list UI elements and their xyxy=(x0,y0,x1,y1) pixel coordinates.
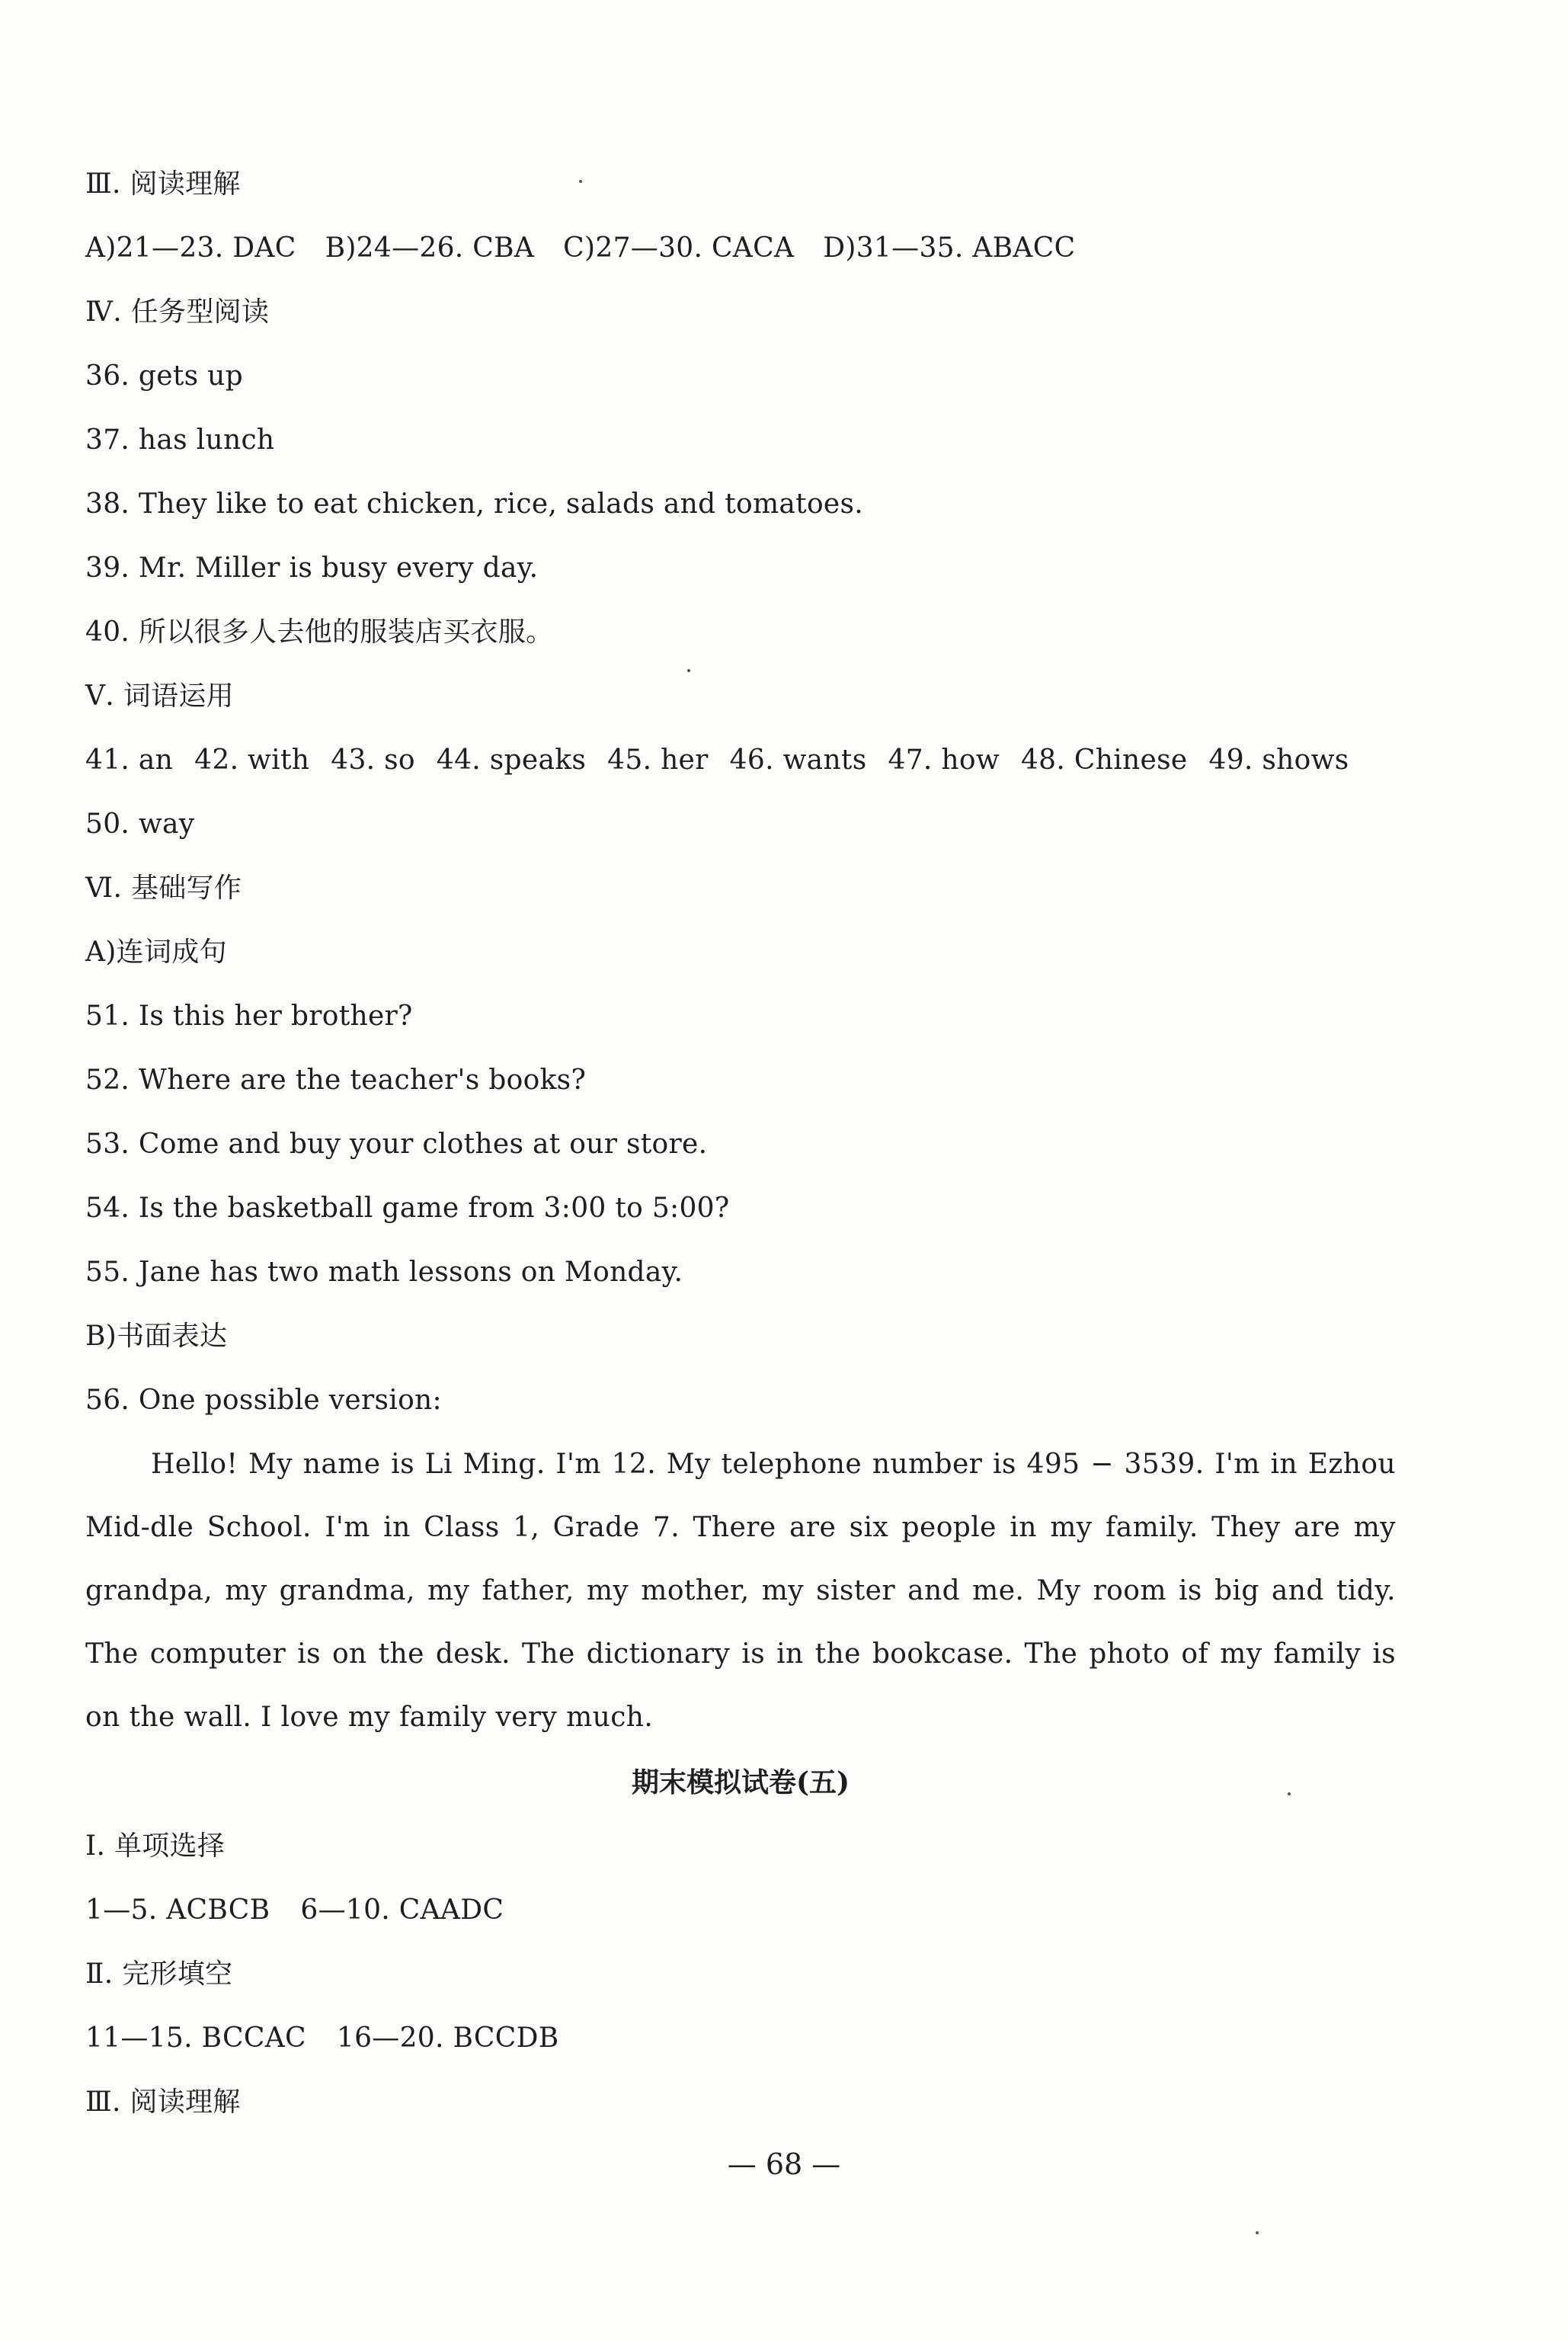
answer-53: 53. Come and buy your clothes at our store. xyxy=(85,1129,708,1160)
reading-answer-a: A)21—23. DAC xyxy=(85,232,296,264)
answer-52: 52. Where are the teacher's books? xyxy=(85,1065,587,1096)
t5-heading-cloze: Ⅱ. 完形填空 xyxy=(85,1958,233,1990)
vocabulary-answers-line xyxy=(85,729,1396,793)
section-heading-writing: Ⅵ. 基础写作 xyxy=(85,873,242,904)
t5-answers-6-10: 6—10. CAADC xyxy=(300,1894,504,1926)
scan-speck xyxy=(687,669,690,672)
section-heading-vocabulary: Ⅴ. 词语运用 xyxy=(85,681,234,712)
scan-speck xyxy=(1256,2231,1259,2234)
answer-43: 43. so xyxy=(331,745,415,776)
answer-36: 36. gets up xyxy=(85,360,243,392)
section-heading-reading: Ⅲ. 阅读理解 xyxy=(85,168,241,200)
answer-46: 46. wants xyxy=(729,745,867,776)
scan-speck xyxy=(1288,1792,1291,1795)
answer-47: 47. how xyxy=(888,745,1000,776)
section-heading-task-reading: Ⅳ. 任务型阅读 xyxy=(85,296,270,328)
answer-41: 41. an xyxy=(85,745,174,776)
answer-51: 51. Is this her brother? xyxy=(85,1001,413,1032)
answer-45: 45. her xyxy=(607,745,709,776)
t5-answers-11-15: 11—15. BCCAC xyxy=(85,2022,306,2054)
t5-heading-reading: Ⅲ. 阅读理解 xyxy=(85,2086,241,2118)
reading-answer-b: B)24—26. CBA xyxy=(325,232,535,264)
reading-answers-line xyxy=(85,216,1396,280)
sample-essay: Hello! My name is Li Ming. I'm 12. My telephone number is 495 − 3539. I'm in Ezhou Mid-dle School. I'm in Class 1, Grade 7. There are six people in my family. They are my grandpa, my grandma, my father, my mother, my sister and me. My room is big and tidy. The computer is on the desk. The dictionary is in the bookcase. The photo of my family is on the wall. I love my family very much. xyxy=(85,1449,1396,1733)
answer-42: 42. with xyxy=(194,745,310,776)
answer-54: 54. Is the basketball game from 3:00 to 5:00? xyxy=(85,1193,730,1224)
reading-answer-d: D)31—35. ABACC xyxy=(823,232,1076,264)
test-title: 期末模拟试卷(五) xyxy=(631,1766,850,1798)
answer-50: 50. way xyxy=(85,809,195,840)
answer-48: 48. Chinese xyxy=(1020,745,1188,776)
scan-speck xyxy=(579,180,582,183)
answer-37: 37. has lunch xyxy=(85,424,275,456)
answer-44: 44. speaks xyxy=(436,745,587,776)
page-number: — 68 — xyxy=(727,2147,841,2181)
answer-40: 40. 所以很多人去他的服装店买衣服。 xyxy=(85,616,554,648)
answer-38: 38. They like to eat chicken, rice, salads and tomatoes. xyxy=(85,488,864,520)
subsection-written-expression: B)书面表达 xyxy=(85,1321,228,1352)
answer-55: 55. Jane has two math lessons on Monday. xyxy=(85,1257,683,1288)
t5-answers-16-20: 16—20. BCCDB xyxy=(336,2022,559,2054)
t5-single-choice-answers xyxy=(85,1878,1396,1942)
t5-answers-1-5: 1—5. ACBCB xyxy=(85,1894,270,1926)
answer-key-content xyxy=(85,152,1396,2134)
t5-heading-single-choice: Ⅰ. 单项选择 xyxy=(85,1830,226,1862)
subsection-sentence-building: A)连词成句 xyxy=(85,937,227,968)
reading-answer-c: C)27—30. CACA xyxy=(563,232,795,264)
answer-49: 49. shows xyxy=(1208,745,1349,776)
answer-39: 39. Mr. Miller is busy every day. xyxy=(85,552,539,584)
t5-cloze-answers xyxy=(85,2006,1396,2070)
answer-56-intro: 56. One possible version: xyxy=(85,1385,442,1416)
